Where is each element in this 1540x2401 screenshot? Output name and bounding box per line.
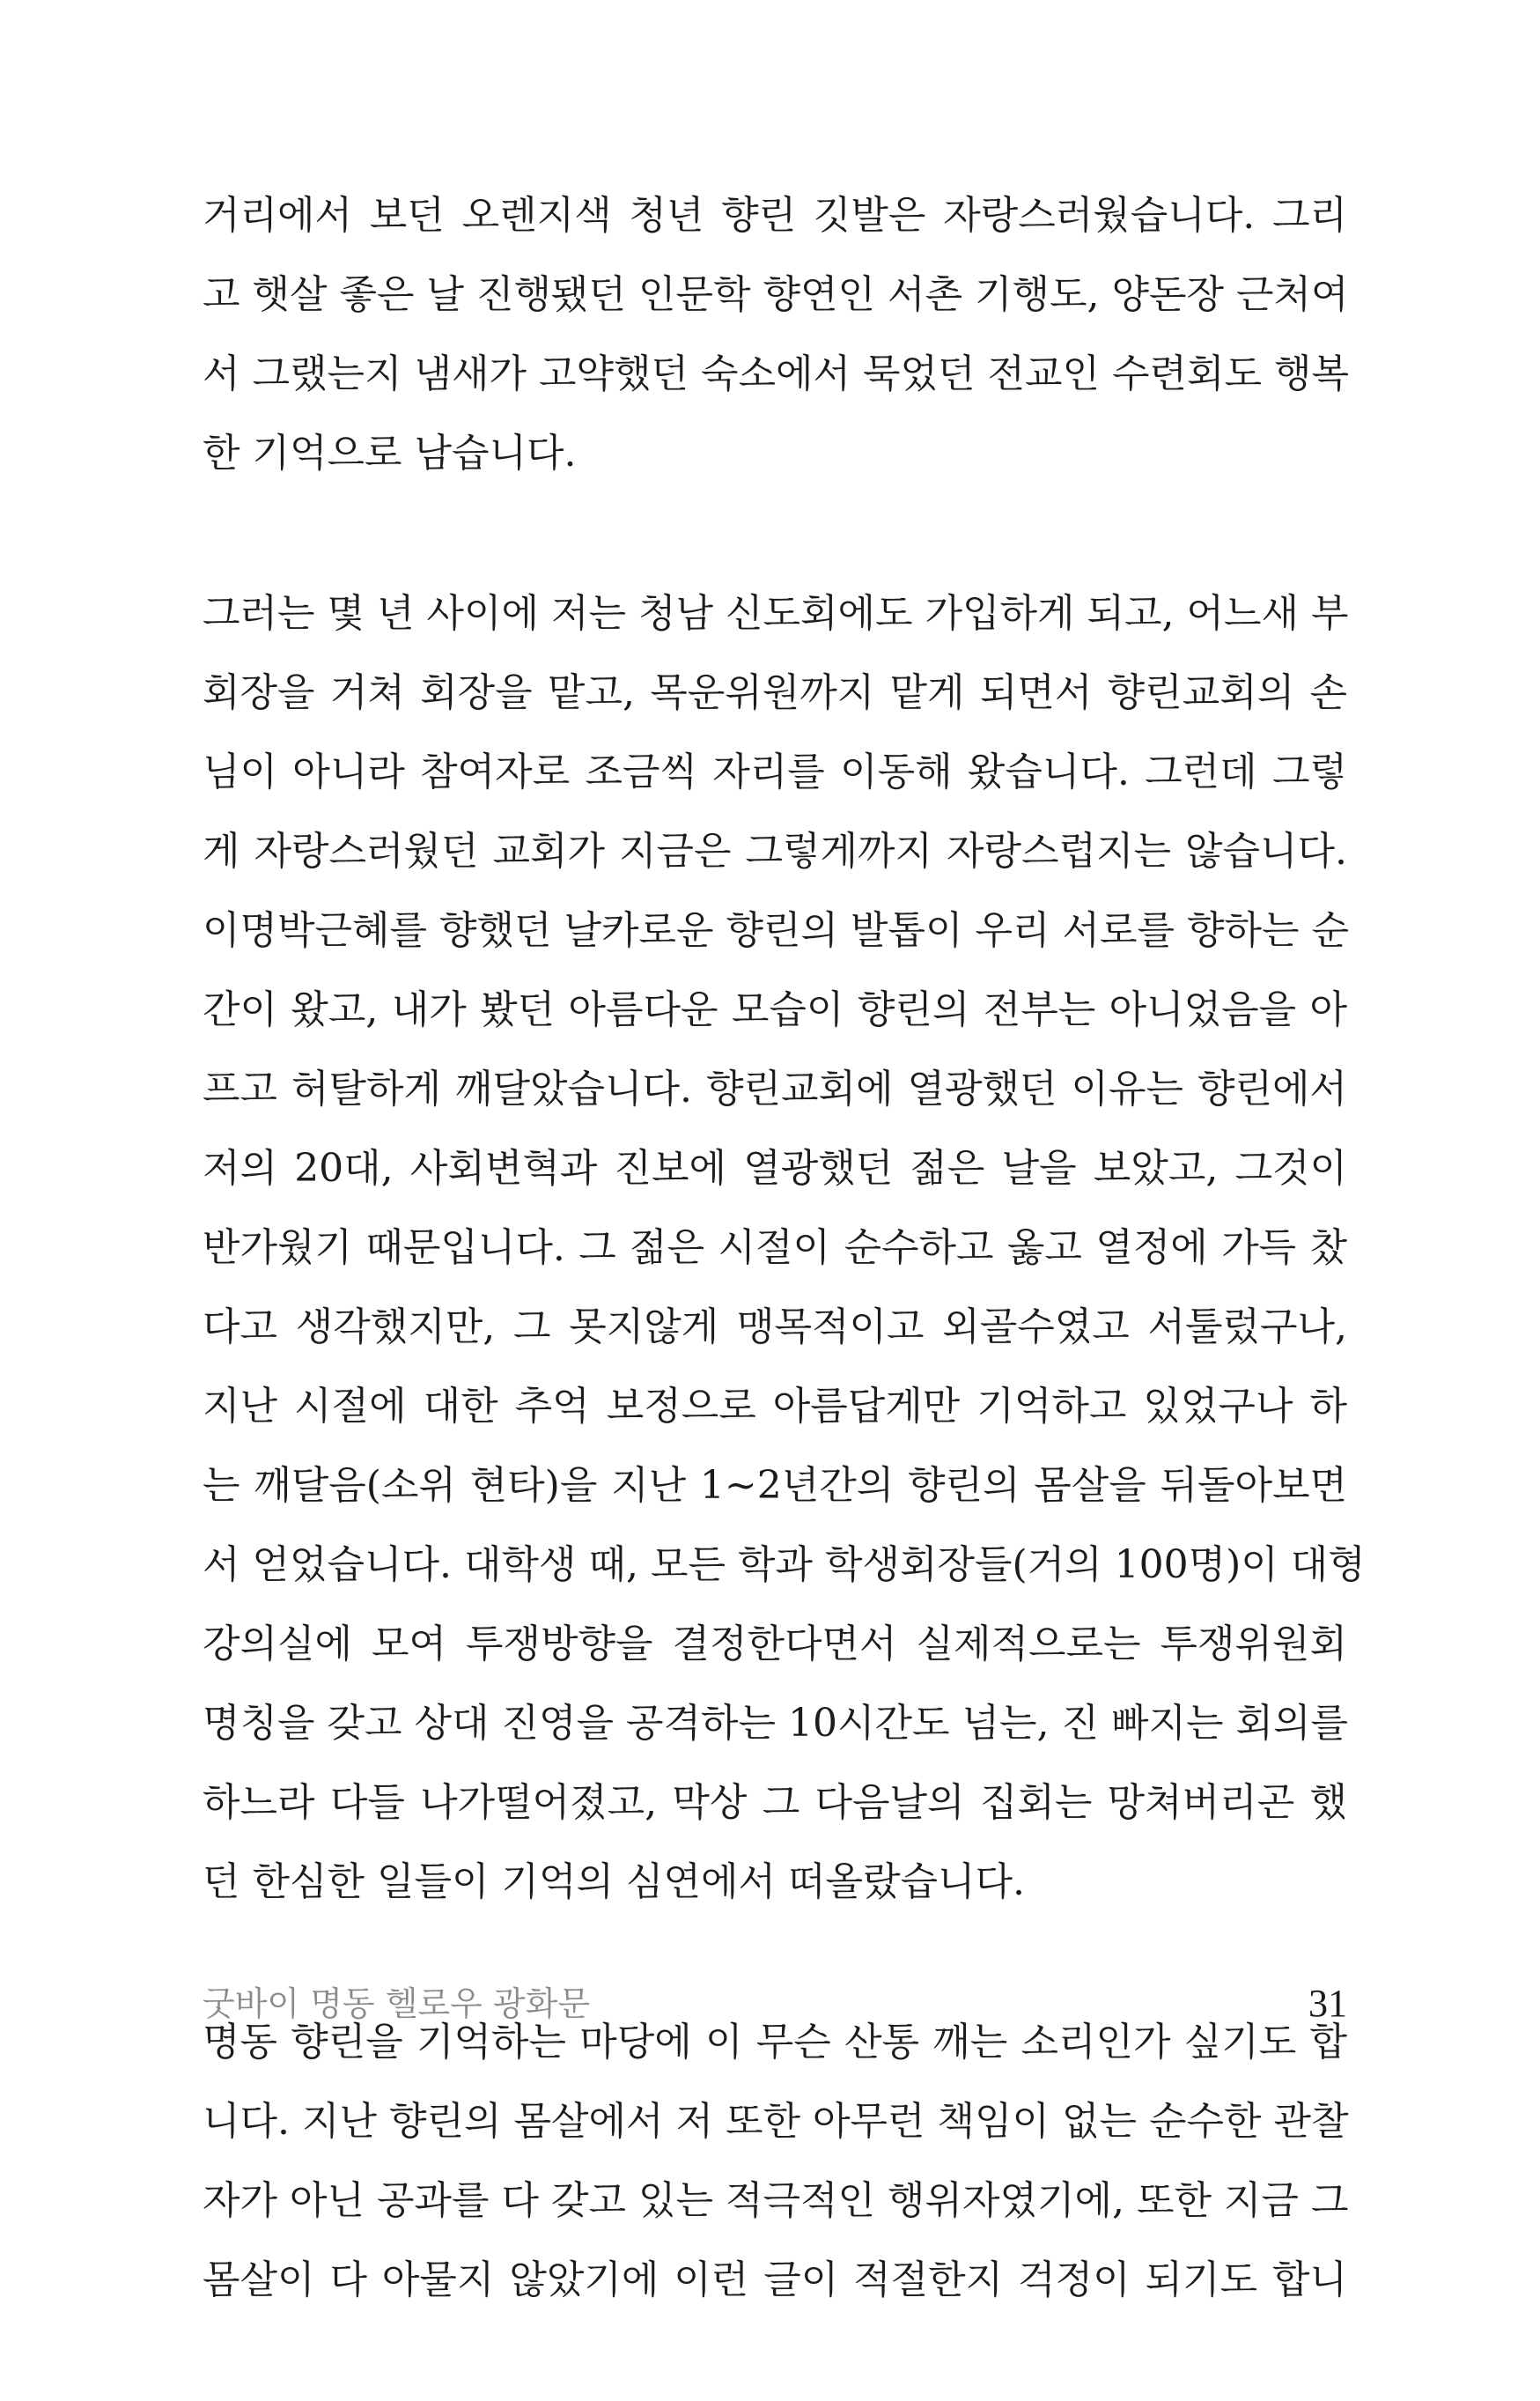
text-line: 고 햇살 좋은 날 진행됐던 인문학 향연인 서촌 기행도, 양돈장 근처여: [203, 272, 1349, 317]
paragraph-3: [203, 2003, 1347, 2320]
text-line: 한 기억으로 남습니다.: [203, 431, 577, 476]
page-body: [203, 176, 1366, 2401]
text-line: 몸살이 다 아물지 않았기에 이런 글이 적절한지 걱정이 되기도 합니: [203, 2257, 1347, 2302]
text-line: 서 얻었습니다. 대학생 때, 모든 학과 학생회장들(거의 100명)이 대형: [203, 1542, 1366, 1587]
text-line: 이명박근혜를 향했던 날카로운 향린의 발톱이 우리 서로를 향하는 순: [203, 908, 1349, 953]
text-line: 지난 시절에 대한 추억 보정으로 아름답게만 기억하고 있었구나 하: [203, 1384, 1347, 1429]
text-line: 서 그랬는지 냄새가 고약했던 숙소에서 묵었던 전교인 수련회도 행복: [203, 351, 1349, 396]
text-line: 니다. 지난 향린의 몸살에서 저 또한 아무런 책임이 없는 순수한 관찰: [203, 2099, 1349, 2144]
paragraph-2: [203, 574, 1366, 1922]
text-line: 반가웠기 때문입니다. 그 젊은 시절이 순수하고 옳고 열정에 가득 찼: [203, 1225, 1347, 1270]
text-line: 게 자랑스러웠던 교회가 지금은 그렇게까지 자랑스럽지는 않습니다.: [203, 829, 1347, 874]
text-line: 자가 아닌 공과를 다 갖고 있는 적극적인 행위자였기에, 또한 지금 그: [203, 2178, 1349, 2223]
text-line: 거리에서 보던 오렌지색 청년 향린 깃발은 자랑스러웠습니다. 그리: [203, 193, 1347, 238]
text-line: 저의 20대, 사회변혁과 진보에 열광했던 젊은 날을 보았고, 그것이: [203, 1146, 1347, 1191]
text-line: 명칭을 갖고 상대 진영을 공격하는 10시간도 넘는, 진 빠지는 회의를: [203, 1701, 1348, 1746]
paragraph-1: [203, 176, 1347, 493]
footer-page-number: 31: [1308, 1982, 1347, 2025]
text-line: 명동 향린을 기억하는 마당에 이 무슨 산통 깨는 소리인가 싶기도 합: [203, 2020, 1347, 2065]
text-line: 강의실에 모여 투쟁방향을 결정한다면서 실제적으로는 투쟁위원회: [203, 1622, 1347, 1666]
text-line: 회장을 거쳐 회장을 맡고, 목운위원까지 맡게 되면서 향린교회의 손: [203, 670, 1347, 715]
text-line: 그러는 몇 년 사이에 저는 청남 신도회에도 가입하게 되고, 어느새 부: [203, 591, 1349, 636]
text-line: 는 깨달음(소위 현타)을 지난 1~2년간의 향린의 몸살을 뒤돌아보면: [203, 1463, 1347, 1508]
text-line: 프고 허탈하게 깨달았습니다. 향린교회에 열광했던 이유는 향린에서: [203, 1067, 1347, 1112]
text-line: 간이 왔고, 내가 봤던 아름다운 모습이 향린의 전부는 아니었음을 아: [203, 987, 1347, 1032]
text-line: 하느라 다들 나가떨어졌고, 막상 그 다음날의 집회는 망쳐버리곤 했: [203, 1780, 1347, 1825]
text-line: 다고 생각했지만, 그 못지않게 맹목적이고 외골수였고 서툴렀구나,: [203, 1304, 1347, 1349]
text-line: 던 한심한 일들이 기억의 심연에서 떠올랐습니다.: [203, 1859, 1025, 1904]
footer-book-title: 굿바이 명동 헬로우 광화문: [203, 1984, 591, 2023]
text-line: 님이 아니라 참여자로 조금씩 자리를 이동해 왔습니다. 그런데 그렇: [203, 750, 1347, 794]
